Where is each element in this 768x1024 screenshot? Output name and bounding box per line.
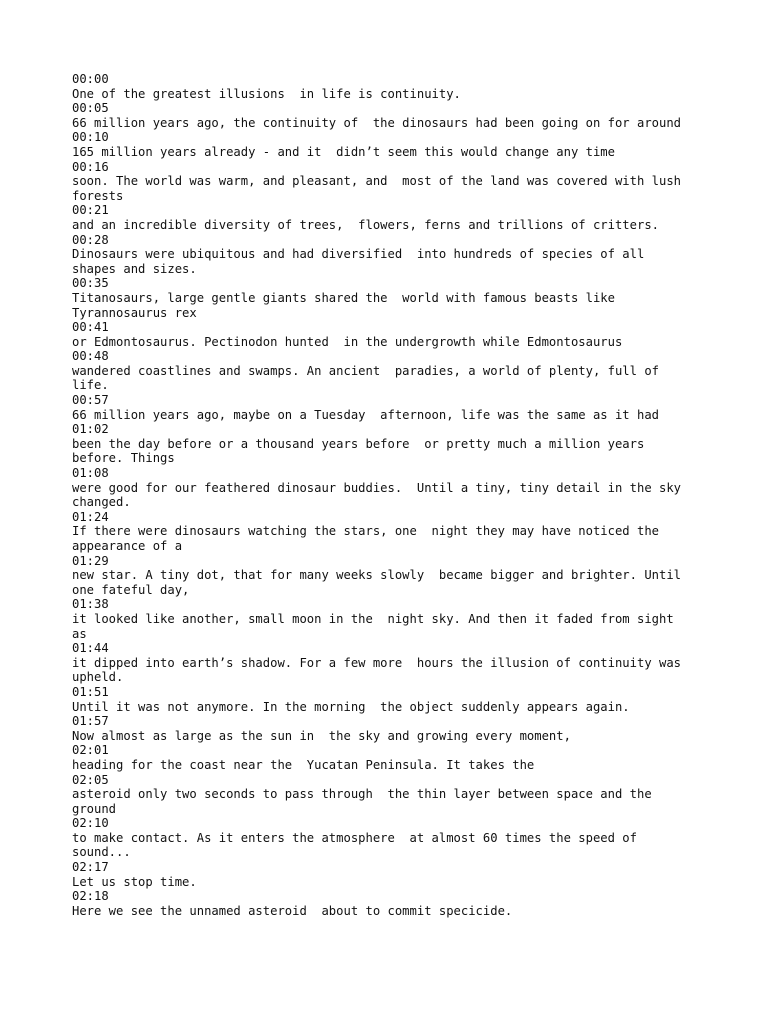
transcript-line: Until it was not anymore. In the morning the object suddenly appears again. [72, 699, 630, 714]
transcript-line: Titanosaurs, large gentle giants shared the world with famous beasts like [72, 290, 615, 305]
transcript-body [72, 72, 712, 918]
transcript-line: upheld. [72, 670, 124, 685]
transcript-line: 01:57 [72, 714, 109, 729]
transcript-line: 01:38 [72, 597, 109, 612]
transcript-line: 01:29 [72, 553, 109, 568]
transcript-line: 66 million years ago, maybe on a Tuesday afternoon, life was the same as it had [72, 407, 659, 422]
transcript-line: new star. A tiny dot, that for many weeks slowly became bigger and brighter. Until [72, 568, 682, 583]
transcript-line: soon. The world was warm, and pleasant, and most of the land was covered with lush [72, 174, 682, 189]
transcript-line: 00:16 [72, 159, 109, 174]
transcript-line: were good for our feathered dinosaur buddies. Until a tiny, tiny detail in the sky [72, 480, 682, 495]
transcript-line: asteroid only two seconds to pass through the thin layer between space and the [72, 787, 652, 802]
transcript-line: wandered coastlines and swamps. An ancient paradies, a world of plenty, full of [72, 363, 659, 378]
transcript-line: and an incredible diversity of trees, flowers, ferns and trillions of critters. [72, 217, 659, 232]
transcript-line: heading for the coast near the Yucatan Peninsula. It takes the [72, 757, 535, 772]
transcript-line: If there were dinosaurs watching the stars, one night they may have noticed the [72, 524, 659, 539]
transcript-line: 01:44 [72, 641, 109, 656]
transcript-line: as [72, 626, 87, 641]
transcript-line: 01:24 [72, 509, 109, 524]
transcript-line: shapes and sizes. [72, 261, 197, 276]
transcript-line: One of the greatest illusions in life is continuity. [72, 86, 461, 101]
transcript-line: 00:00 [72, 72, 109, 86]
transcript-line: 01:08 [72, 466, 109, 481]
transcript-line: 02:05 [72, 772, 109, 787]
transcript-line: 01:51 [72, 684, 109, 699]
transcript-line: Now almost as large as the sun in the sky and growing every moment, [72, 728, 571, 743]
transcript-line: 02:01 [72, 743, 109, 758]
transcript-line: 00:35 [72, 276, 109, 291]
transcript-line: or Edmontosaurus. Pectinodon hunted in the undergrowth while Edmontosaurus [72, 334, 623, 349]
transcript-line: 00:41 [72, 320, 109, 335]
transcript-line: it dipped into earth’s shadow. For a few more hours the illusion of continuity was [72, 655, 682, 670]
transcript-line: before. Things [72, 451, 175, 466]
transcript-line: Tyrannosaurus rex [72, 305, 197, 320]
transcript-line: 66 million years ago, the continuity of the dinosaurs had been going on for around [72, 115, 682, 130]
transcript-line: it looked like another, small moon in the night sky. And then it faded from sight [72, 611, 674, 626]
transcript-line: 00:10 [72, 130, 109, 145]
transcript-line: forests [72, 188, 124, 203]
transcript-line: 00:21 [72, 203, 109, 218]
transcript-line: Dinosaurs were ubiquitous and had diversified into hundreds of species of all [72, 247, 645, 262]
transcript-line: Let us stop time. [72, 874, 197, 889]
transcript-line: life. [72, 378, 109, 393]
transcript-line: one fateful day, [72, 582, 190, 597]
transcript-page [72, 72, 712, 918]
transcript-line: Here we see the unnamed asteroid about to commit specicide. [72, 903, 513, 918]
transcript-line: 02:17 [72, 860, 109, 875]
transcript-line: 02:10 [72, 816, 109, 831]
transcript-line: 00:48 [72, 349, 109, 364]
transcript-line: appearance of a [72, 539, 183, 553]
transcript-line: ground [72, 801, 117, 816]
transcript-line: to make contact. As it enters the atmosphere at almost 60 times the speed of [72, 830, 637, 845]
transcript-line: 00:57 [72, 393, 109, 408]
transcript-line: 00:05 [72, 101, 109, 116]
transcript-line: 01:02 [72, 422, 109, 437]
transcript-line: 165 million years already - and it didn’t seem this would change any time [72, 144, 615, 159]
transcript-line: 00:28 [72, 232, 109, 247]
transcript-line: 02:18 [72, 889, 109, 904]
transcript-line: changed. [72, 495, 131, 510]
transcript-line: been the day before or a thousand years before or pretty much a million years [72, 436, 645, 451]
transcript-line: sound... [72, 845, 131, 860]
